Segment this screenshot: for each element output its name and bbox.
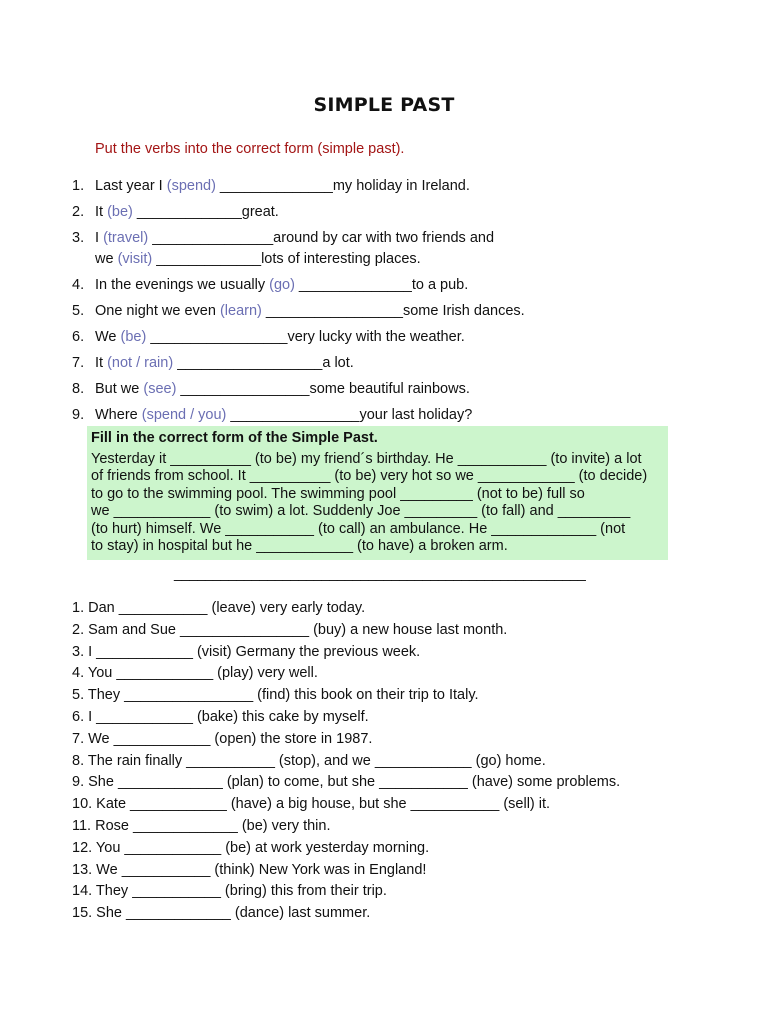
fill-in-box	[87, 426, 668, 560]
sentence-text: In the evenings we usually	[95, 277, 270, 293]
fill-in-line: to stay) in hospital but he ____________ (to have) a broken arm.	[91, 538, 508, 555]
exercise-2-item: 8. The rain finally ___________ (stop), and we ____________ (go) home.	[72, 752, 546, 769]
sentence-text: _________________some Irish dances.	[261, 303, 525, 319]
fill-in-box-text	[91, 451, 664, 555]
exercise-2-item: 10. Kate ____________ (have) a big house, but she ___________ (sell) it.	[72, 796, 551, 813]
sentence-text: One night we even	[95, 303, 220, 319]
verb-hint: (learn)	[219, 303, 262, 319]
fill-in-line: Yesterday it __________ (to be) my friend´s birthday. He ___________ (to invite) a lot	[91, 451, 642, 467]
sentence-text: I	[95, 230, 104, 246]
sentence-text: ______________to a pub.	[294, 277, 469, 293]
item-sentence	[95, 275, 692, 296]
sentence-text: ______________my holiday in Ireland.	[215, 178, 470, 194]
exercise-1-item	[72, 379, 692, 400]
exercise-1-item	[72, 176, 692, 197]
exercise-1-item	[72, 275, 692, 296]
verb-hint: (not / rain)	[107, 355, 174, 371]
sentence-text: _______________around by car with two friends and	[148, 230, 495, 246]
fill-in-line: of friends from school. It __________ (to be) very hot so we ____________ (to decide)	[91, 468, 648, 485]
sentence-text: _________________very lucky with the weather.	[146, 329, 465, 345]
verb-hint: (visit)	[117, 251, 153, 267]
item-number: 7.	[72, 355, 85, 371]
page-title: SIMPLE PAST	[313, 94, 455, 116]
item-number: 6.	[72, 329, 85, 345]
item-number: 2.	[72, 204, 85, 220]
item-sentence	[95, 379, 692, 400]
fill-in-line: we ____________ (to swim) a lot. Suddenly Joe _________ (to fall) and _________	[91, 503, 631, 520]
exercise-2-item: 3. I ____________ (visit) Germany the previous week.	[72, 643, 421, 660]
exercise-1-item	[72, 301, 692, 322]
exercise-1-item	[72, 228, 692, 270]
exercise-2-list	[72, 598, 712, 925]
item-sentence	[95, 353, 692, 374]
exercise-1-item	[72, 353, 692, 374]
item-number: 3.	[72, 230, 85, 246]
item-number: 8.	[72, 381, 85, 397]
sentence-text: Where	[95, 407, 142, 423]
exercise-1-list	[72, 176, 692, 431]
exercise-2-item: 7. We ____________ (open) the store in 1987.	[72, 730, 373, 747]
sentence-text: _____________great.	[132, 204, 279, 220]
exercise-2-item: 15. She _____________ (dance) last summer.	[72, 905, 371, 922]
sentence-text: we	[95, 251, 118, 267]
exercise-2-item: 14. They ___________ (bring) this from their trip.	[72, 883, 387, 900]
exercise-1-item	[72, 202, 692, 223]
sentence-text: It	[95, 355, 108, 371]
exercise-2-item: 5. They ________________ (find) this book on their trip to Italy.	[72, 687, 479, 704]
verb-hint: (spend / you)	[141, 407, 227, 423]
sentence-text: ________________some beautiful rainbows.	[176, 381, 470, 397]
exercise-2-item: 1. Dan ___________ (leave) very early today.	[72, 600, 366, 616]
item-sentence	[95, 405, 692, 426]
item-number: 4.	[72, 277, 85, 293]
exercise-1-item	[72, 327, 692, 348]
verb-hint: (travel)	[103, 230, 149, 246]
instruction-text: Put the verbs into the correct form (simple past).	[95, 141, 405, 157]
sentence-text: _____________lots of interesting places.	[152, 251, 421, 267]
fill-in-box-title: Fill in the correct form of the Simple Past.	[91, 430, 378, 446]
sentence-text: ________________your last holiday?	[226, 407, 473, 423]
sentence-text: It	[95, 204, 108, 220]
verb-hint: (go)	[269, 277, 295, 293]
exercise-2-item: 6. I ____________ (bake) this cake by myself.	[72, 708, 369, 725]
exercise-2-item: 11. Rose _____________ (be) very thin.	[72, 817, 331, 834]
item-number: 1.	[72, 178, 85, 194]
item-number: 9.	[72, 407, 85, 423]
verb-hint: (spend)	[166, 178, 216, 194]
sentence-text: Last year I	[95, 178, 167, 194]
exercise-2-item: 4. You ____________ (play) very well.	[72, 665, 318, 682]
exercise-2-item: 9. She _____________ (plan) to come, but she ___________ (have) some problems.	[72, 774, 621, 791]
exercise-1-item	[72, 405, 692, 426]
item-sentence	[95, 228, 692, 270]
item-number: 5.	[72, 303, 85, 319]
exercise-2-item: 12. You ____________ (be) at work yesterday morning.	[72, 839, 430, 856]
fill-in-line: (to hurt) himself. We ___________ (to call) an ambulance. He _____________ (not	[91, 520, 626, 537]
sentence-text: We	[95, 329, 121, 345]
sentence-text: __________________a lot.	[173, 355, 354, 371]
fill-in-line: to go to the swimming pool. The swimming pool _________ (not to be) full so	[91, 485, 585, 502]
item-sentence	[95, 327, 692, 348]
exercise-2-item: 13. We ___________ (think) New York was in England!	[72, 861, 427, 878]
divider-line: _____________________________________________________	[174, 566, 586, 582]
item-sentence	[95, 176, 692, 197]
item-sentence	[95, 202, 692, 223]
verb-hint: (see)	[143, 381, 177, 397]
exercise-2-item: 2. Sam and Sue ________________ (buy) a new house last month.	[72, 621, 508, 638]
item-sentence	[95, 301, 692, 322]
sentence-text: But we	[95, 381, 144, 397]
verb-hint: (be)	[120, 329, 147, 345]
verb-hint: (be)	[107, 204, 133, 220]
